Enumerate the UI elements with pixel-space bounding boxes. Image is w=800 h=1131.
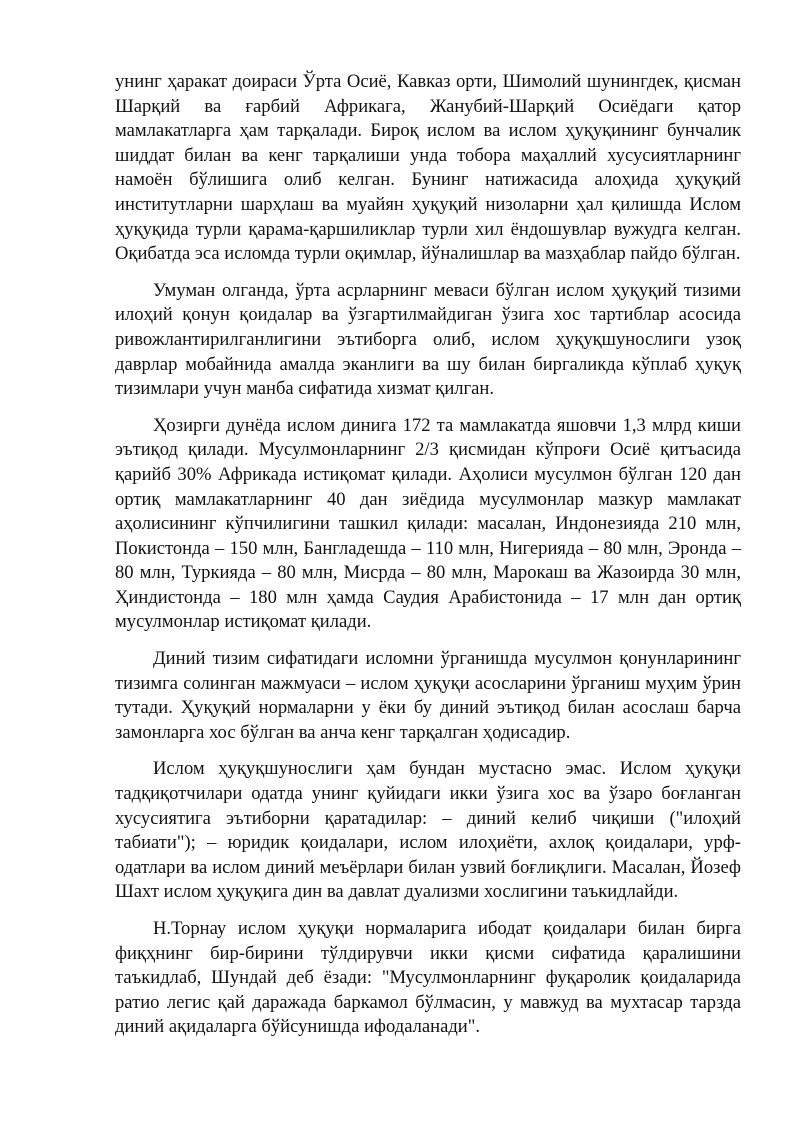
paragraph-5: Ислом ҳуқуқшунослиги ҳам бундан мустасно эмас. Ислом ҳуқуқи тадқиқотчилари одатда унинг қуйидаги икки ўзига хос ва ўзаро боғланган хусусиятига эътиборни қаратадилар: – диний келиб чиқиши ("илоҳий табиати"); – юридик қоидалари, ислом илоҳиёти, ахлоқ қоидалари, урф-одатлари ва ислом диний меъёрлари билан узвий боғлиқлиги. Масалан, Йозеф Шахт ислом ҳуқуқига дин ва давлат дуализми хослигини таъкидлайди. <box>115 758 741 903</box>
paragraph-6: Н.Торнау ислом ҳуқуқи нормаларига ибодат қоидалари билан бирга фиқҳнинг бир-бирини тўлдирувчи икки қисми сифатида қаралишини таъкидлаб, Шундай деб ёзади: "Мусулмонларнинг фуқаролик қоидаларида ратио легис қай даражада баркамол бўлмасин, у мавжуд ва мухтасар тарзда диний ақидаларга бўйсунишда ифодаланади". <box>115 918 741 1038</box>
paragraph-1: унинг ҳаракат доираси Ўрта Осиё, Кавказ орти, Шимолий шунингдек, қисман Шарқий ва ғарбий Африкага, Жанубий-Шарқий Осиёдаги қатор мамлакатларга ҳам тарқалади. Бироқ ислом ва ислом ҳуқуқининг бунчалик шиддат билан ва кенг тарқалиши унда тобора маҳаллий хусусиятларнинг намоён бўлишига олиб келган. Бунинг натижасида алоҳида ҳуқуқий институтларни шарҳлаш ва муайян ҳуқуқий низоларни ҳал қилишда Ислом ҳуқуқида турли қарама-қаршиликлар турли хил ёндошувлар вужудга келган. Оқибатда эса исломда турли оқимлар, йўналишлар ва мазҳаблар пайдо бўлган. <box>115 71 741 265</box>
paragraph-3: Ҳозирги дунёда ислом динига 172 та мамлакатда яшовчи 1,3 млрд киши эътиқод қилади. Мусулмонларнинг 2/3 қисмидан кўпроғи Осиё қитъасида қарийб 30% Африкада истиқомат қилади. Аҳолиси мусулмон бўлган 120 дан ортиқ мамлакатларнинг 40 дан зиёдида мусулмонлар мазкур мамлакат аҳолисининг кўпчилигини ташкил қилади: масалан, Индонезияда 210 млн, Покистонда – 150 млн, Бангладешда – 110 млн, Нигерияда – 80 млн, Эронда – 80 млн, Туркияда – 80 млн, Мисрда – 80 млн, Марокаш ва Жазоирда 30 млн, Ҳиндистонда – 180 млн ҳамда Саудия Арабистонида – 17 млн дан ортиқ мусулмонлар истиқомат қилади. <box>115 414 741 633</box>
paragraph-4: Диний тизим сифатидаги исломни ўрганишда мусулмон қонунларининг тизимга солинган мажмуаси – ислом ҳуқуқи асосларини ўрганиш муҳим ўрин тутади. Ҳуқуқий нормаларни у ёки бу диний эътиқод билан асослаш барча замонларга хос бўлган ва анча кенг тарқалган ҳодисадир. <box>115 648 741 743</box>
paragraph-2: Умуман олганда, ўрта асрларнинг меваси бўлган ислом ҳуқуқий тизими илоҳий қонун қоидалар ва ўзгартилмайдиган ўзига хос тартиблар асосида ривожлантирилганлигини эътиборга олиб, ислом ҳуқуқшунослиги узоқ даврлар мобайнида амалда эканлиги ва шу билан биргаликда кўплаб ҳуқуқ тизимлари учун манба сифатида хизмат қилган. <box>115 279 741 400</box>
document-page <box>115 70 741 1052</box>
